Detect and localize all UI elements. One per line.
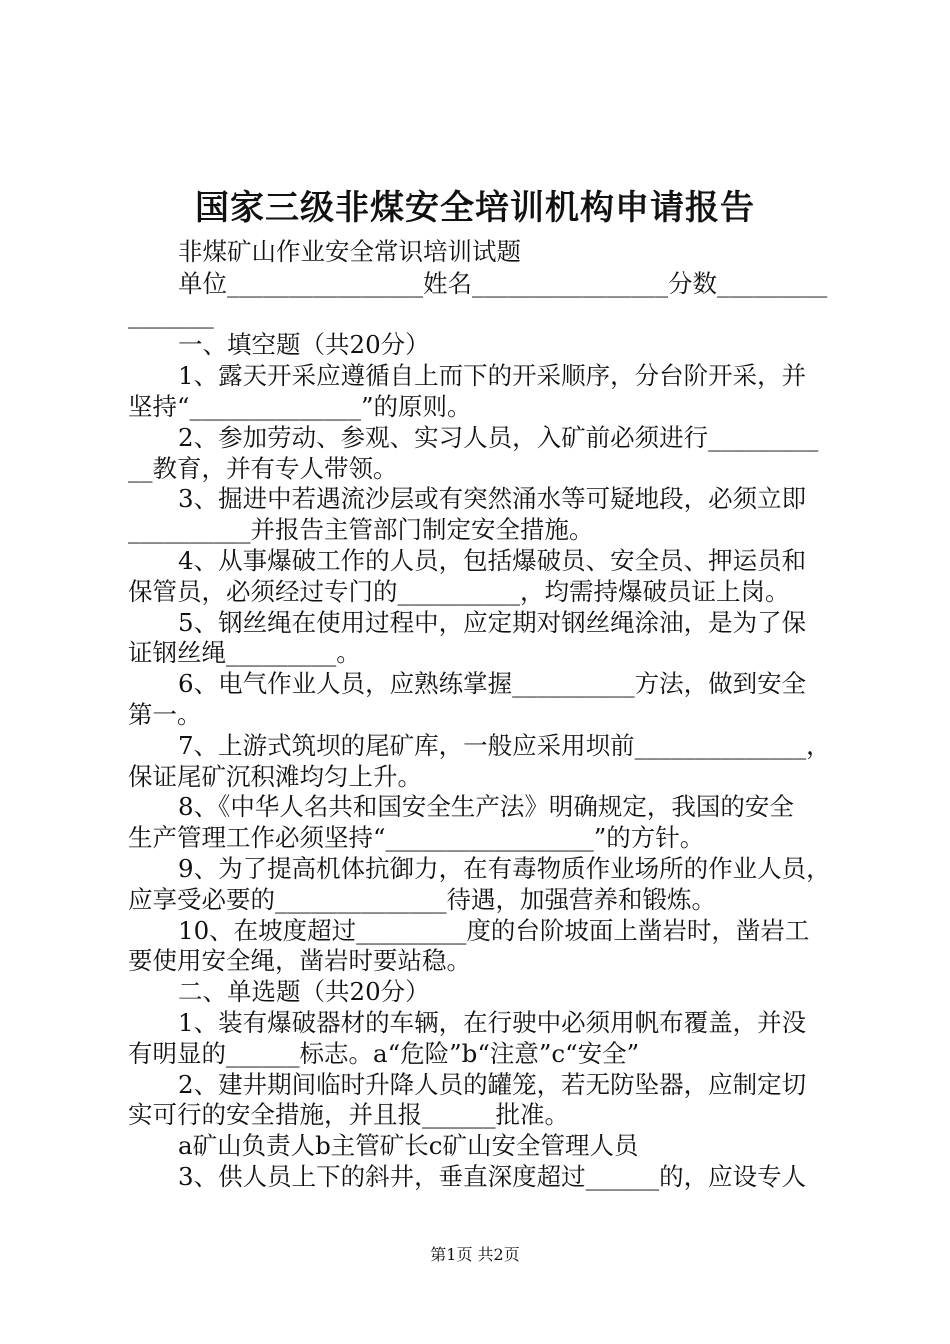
text-line: 保证尾矿沉积滩均匀上升。 — [128, 762, 422, 791]
subtitle-line: 非煤矿山作业安全常识培训试题 — [178, 237, 521, 266]
text-line: 生产管理工作必须坚持“_________________”的方针。 — [128, 823, 705, 852]
text-line: 1、露天开采应遵循自上而下的开采顺序，分台阶开采，并 — [178, 361, 807, 390]
page-footer: 第1页 共2页 — [430, 1245, 520, 1264]
text-line: 2、建井期间临时升降人员的罐笼，若无防坠器，应制定切 — [178, 1070, 807, 1099]
text-line: 3、供人员上下的斜井，垂直深度超过______的，应设专人 — [178, 1162, 807, 1191]
text-line: a矿山负责人b主管矿长c矿山安全管理人员 — [178, 1131, 639, 1160]
text-line: 坚持“______________”的原则。 — [128, 392, 472, 421]
text-line: __教育，并有专人带领。 — [128, 454, 398, 483]
text-line: 3、掘进中若遇流沙层或有突然涌水等可疑地段，必须立即 — [178, 484, 807, 513]
text-line: 5、钢丝绳在使用过程中，应定期对钢丝绳涂油，是为了保 — [178, 608, 807, 637]
text-line: 8、《中华人名共和国安全生产法》明确规定，我国的安全 — [178, 792, 794, 821]
text-line: 7、上游式筑坝的尾矿库，一般应采用坝前______________， — [178, 731, 831, 760]
text-line: 要使用安全绳，凿岩时要站稳。 — [128, 946, 471, 975]
text-line: 实可行的安全措施，并且报______批准。 — [128, 1100, 569, 1129]
text-line: 1、装有爆破器材的车辆，在行驶中必须用帆布覆盖，并没 — [178, 1008, 807, 1037]
document-title: 国家三级非煤安全培训机构申请报告 — [195, 188, 755, 228]
text-line: _______ — [128, 300, 214, 329]
text-line: 2、参加劳动、参观、实习人员，入矿前必须进行_________ — [178, 423, 819, 452]
text-line: 9、为了提高机体抗御力，在有毒物质作业场所的作业人员， — [178, 854, 831, 883]
text-line: 6、电气作业人员，应熟练掌握__________方法，做到安全 — [178, 669, 807, 698]
section-heading: 一、填空题（共20分） — [178, 330, 430, 359]
text-line: 第一。 — [128, 700, 202, 729]
text-line: 应享受必要的______________待遇，加强营养和锻炼。 — [128, 885, 716, 914]
text-line: 证钢丝绳_________。 — [128, 638, 361, 667]
text-line: __________并报告主管部门制定安全措施。 — [128, 515, 594, 544]
text-line: 单位________________姓名________________分数_________ — [178, 269, 828, 298]
text-line: 10、在坡度超过_________度的台阶坡面上凿岩时，凿岩工 — [178, 916, 810, 945]
section-heading: 二、单选题（共20分） — [178, 977, 430, 1006]
text-line: 保管员，必须经过专门的__________，均需持爆破员证上岗。 — [128, 577, 790, 606]
text-line: 有明显的______标志。a“危险”b“注意”c“安全” — [128, 1039, 640, 1068]
text-line: 4、从事爆破工作的人员，包括爆破员、安全员、押运员和 — [178, 546, 807, 575]
